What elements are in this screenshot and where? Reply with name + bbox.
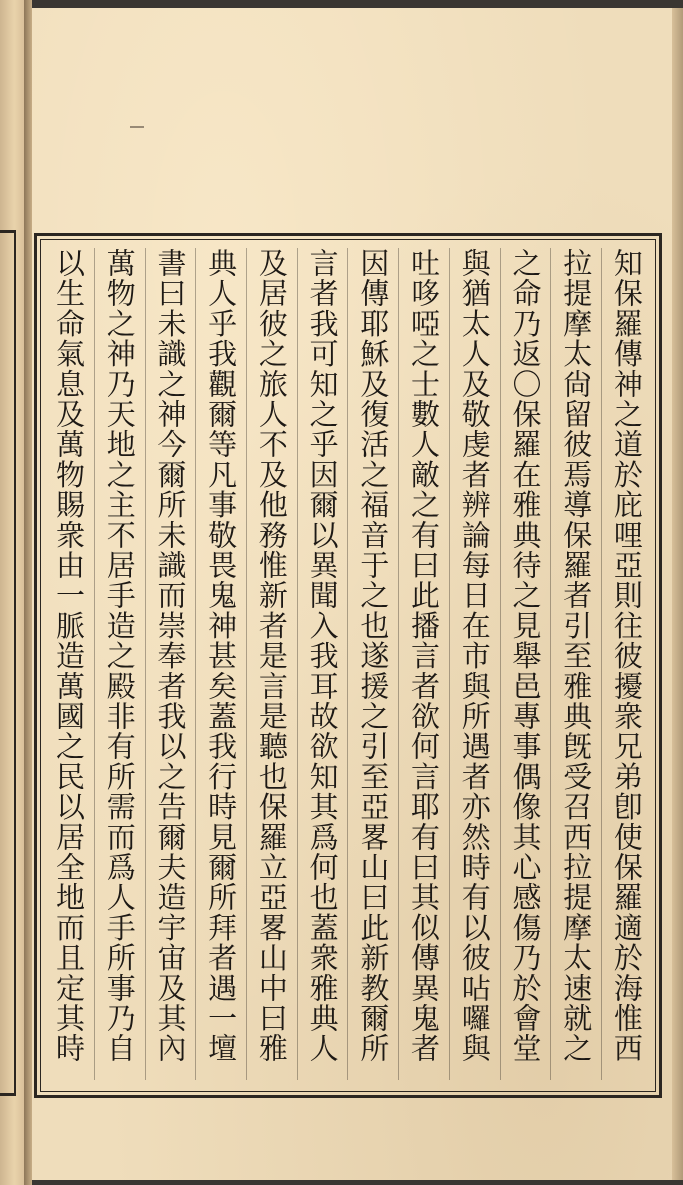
column-divider — [398, 248, 399, 1080]
text-column-7: 言者我可知之乎因爾以異聞入我耳故欲知其爲何也蓋衆雅典人 — [305, 248, 340, 1064]
text-column-2: 拉提摩太尙留彼焉導保羅者引至雅典旣受召西拉提摩太速就之 — [559, 248, 594, 1064]
text-column-8: 及居彼之旅人不及他務惟新者是言是聽也保羅立亞畧山中曰雅 — [254, 248, 289, 1064]
text-column-11: 萬物之神乃天地之主不居手造之殿非有所需而爲人手所事乃自 — [102, 248, 137, 1064]
text-column-4: 與猶太人及敬虔者辨論每日在市與所遇者亦然時有以彼呫囉與 — [457, 248, 492, 1064]
column-divider — [195, 248, 196, 1080]
column-divider — [601, 248, 602, 1080]
text-column-1: 知保羅傳神之道於庇哩亞則往彼擾衆兄弟卽使保羅適於海惟西 — [609, 248, 644, 1064]
text-block-frame — [34, 233, 662, 1098]
column-divider — [500, 248, 501, 1080]
column-divider — [246, 248, 247, 1080]
previous-page-frame — [0, 230, 16, 1096]
book-gutter — [24, 0, 32, 1185]
page-right-edge — [672, 8, 683, 1180]
column-divider — [145, 248, 146, 1080]
previous-page-edge — [0, 0, 25, 1185]
column-divider — [449, 248, 450, 1080]
text-column-3: 之命乃返〇保羅在雅典待之見舉邑專事偶像其心感傷乃於會堂 — [508, 248, 543, 1064]
column-divider — [550, 248, 551, 1080]
column-divider — [347, 248, 348, 1080]
text-columns — [49, 248, 647, 1080]
text-column-10: 書曰未識之神今爾所未識而崇奉者我以之告爾夫造宇宙及其內 — [153, 248, 188, 1064]
text-page — [32, 8, 672, 1180]
column-divider — [297, 248, 298, 1080]
column-divider — [94, 248, 95, 1080]
text-column-12: 以生命氣息及萬物賜衆由一脈造萬國之民以居全地而且定其時 — [52, 248, 86, 1064]
paper-mark — [130, 126, 144, 128]
text-column-9: 典人乎我觀爾等凡事敬畏鬼神甚矣蓋我行時見爾所拜者遇一壇 — [204, 248, 239, 1064]
text-column-5: 吐哆啞之士數人敵之有曰此播言者欲何言耶有曰其似傳異鬼者 — [407, 248, 442, 1064]
text-column-6: 因傳耶穌及復活之福音于之也遂援之引至亞畧山曰此新教爾所 — [356, 248, 391, 1064]
